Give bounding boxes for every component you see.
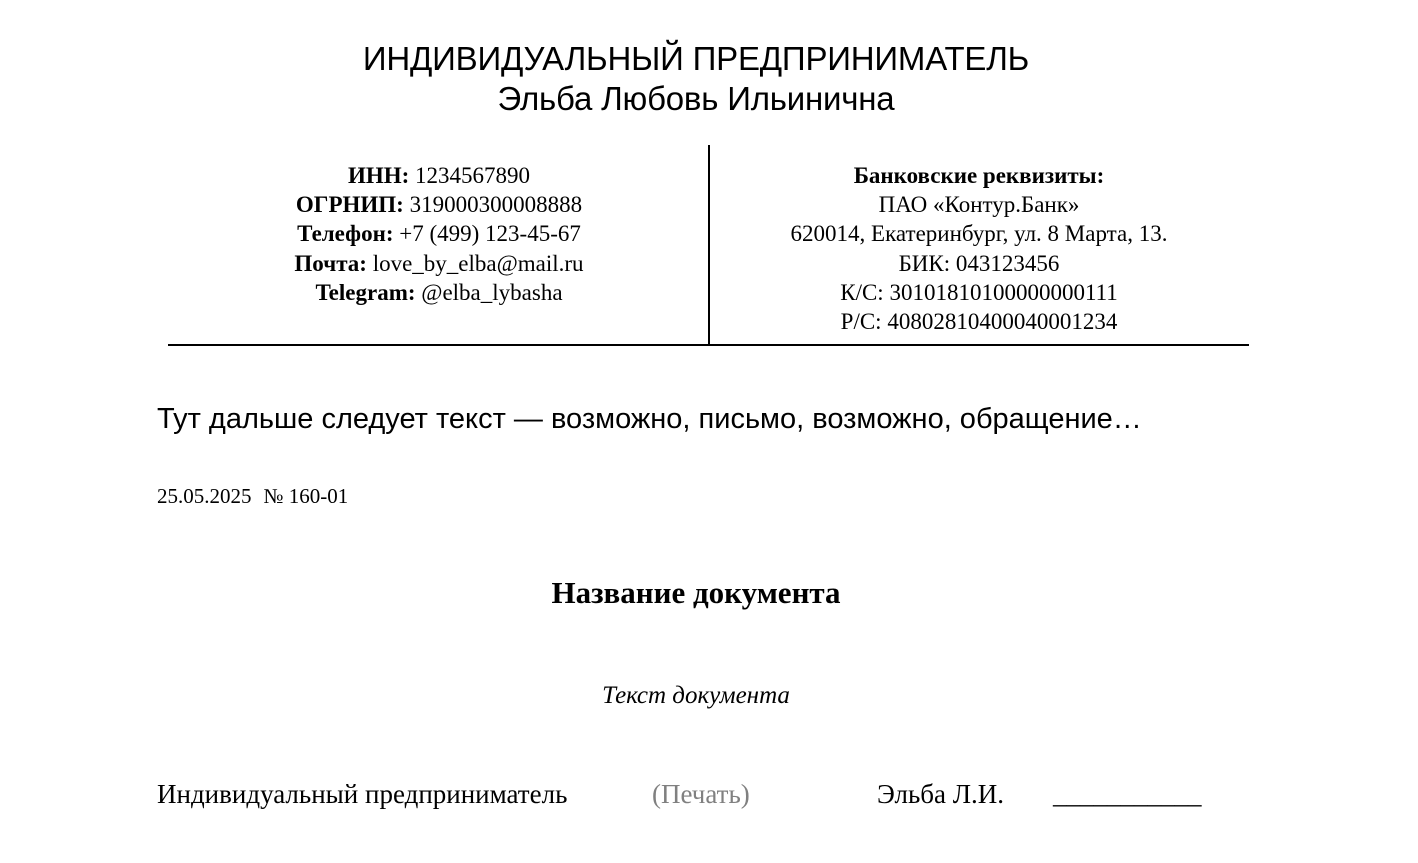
entrepreneur-name: Эльба Любовь Ильинична <box>497 80 895 117</box>
telegram-label: Telegram: <box>315 279 416 305</box>
signature-line: ___________ <box>1053 779 1202 809</box>
document-meta <box>157 483 348 509</box>
email-value: love_by_elba@mail.ru <box>372 250 584 276</box>
contact-details <box>168 161 710 307</box>
ogrnip-value: 319000300008888 <box>409 192 583 218</box>
email-row <box>168 249 710 278</box>
stamp-placeholder: (Печать) <box>652 779 750 809</box>
telegram-row <box>168 278 710 307</box>
email-label: Почта: <box>294 250 367 276</box>
document-number: № 160-01 <box>263 484 349 508</box>
bank-address: 620014, Екатеринбург, ул. 8 Марта, 13. <box>790 221 1168 247</box>
phone-value: +7 (499) 123-45-67 <box>399 221 581 247</box>
document-date: 25.05.2025 <box>157 484 252 508</box>
entrepreneur-title: ИНДИВИДУАЛЬНЫЙ ПРЕДПРИНИМАТЕЛЬ <box>362 40 1030 77</box>
document-text: Текст документа <box>602 682 790 709</box>
header-divider <box>168 344 1249 346</box>
ogrnip-row <box>168 190 710 219</box>
bank-heading: Банковские реквизиты: <box>853 163 1105 188</box>
inn-label: ИНН: <box>347 163 410 188</box>
inn-value: 1234567890 <box>415 163 531 188</box>
bank-rs: Р/С: 40802810400040001234 <box>840 309 1118 335</box>
bank-details <box>710 161 1248 336</box>
phone-row <box>168 219 710 248</box>
bank-ks: К/С: 30101810100000000111 <box>840 279 1118 305</box>
bank-bik: БИК: 043123456 <box>898 250 1060 276</box>
signature-position: Индивидуальный предприниматель <box>157 779 568 809</box>
inn-row <box>168 161 710 190</box>
ogrnip-label: ОГРНИП: <box>295 192 404 218</box>
document-title: Название документа <box>551 575 841 610</box>
intro-text: Тут дальше следует текст — возможно, письмо, возможно, обращение… <box>157 403 1142 435</box>
phone-label: Телефон: <box>297 221 394 247</box>
telegram-value: @elba_lybasha <box>421 279 563 305</box>
signatory-name: Эльба Л.И. <box>877 779 1005 809</box>
bank-name: ПАО «Контур.Банк» <box>878 192 1080 218</box>
